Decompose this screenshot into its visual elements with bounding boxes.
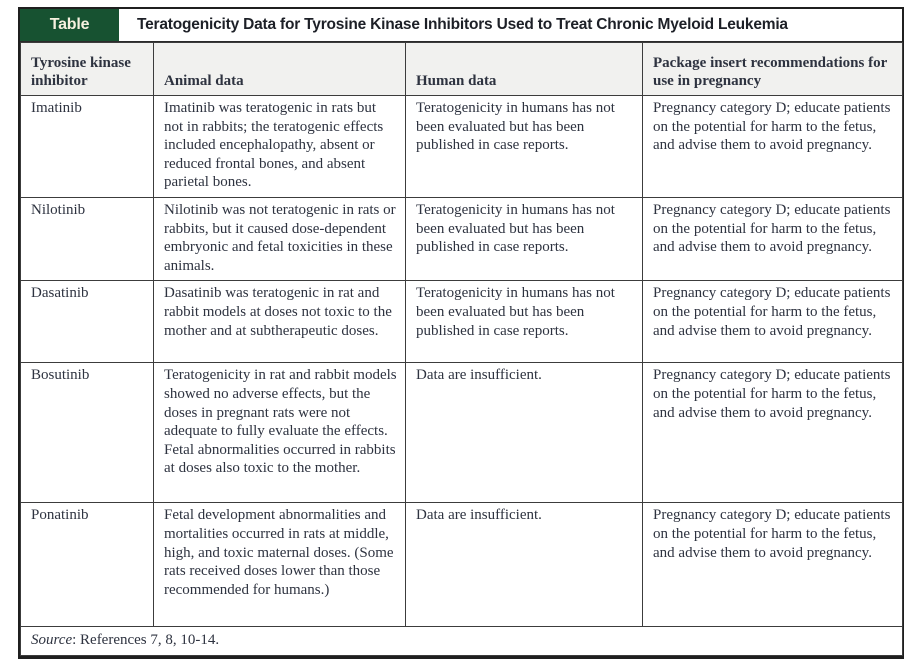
cell-animal-data: Teratogenicity in rat and rabbit models showed no adverse effects, but the doses in pregnant rats were not adequate to fully evaluate the effects. Fetal abnormalities occurred in rabbits at doses also toxic to the mother. — [154, 363, 406, 503]
table-title: Teratogenicity Data for Tyrosine Kinase Inhibitors Used to Treat Chronic Myeloid Leukemia — [137, 16, 788, 33]
cell-animal-data: Imatinib was teratogenic in rats but not in rabbits; the teratogenic effects included encephalopathy, absent or reduced frontal bones, and absent parietal bones. — [154, 96, 406, 198]
table-row-nilotinib — [21, 197, 903, 280]
col-header-animal-data: Animal data — [154, 43, 406, 96]
cell-inhibitor: Nilotinib — [21, 197, 154, 280]
cell-human-data: Teratogenicity in humans has not been evaluated but has been published in case reports. — [406, 281, 643, 363]
cell-animal-data: Fetal development abnormalities and mortalities occurred in rats at middle, high, and toxic maternal doses. (Some rats received doses lower than those recommended for humans.) — [154, 503, 406, 627]
cell-human-data: Data are insufficient. — [406, 503, 643, 627]
table-row-bosutinib — [21, 363, 903, 503]
cell-package-insert: Pregnancy category D; educate patients on the potential for harm to the fetus, and advise them to avoid pregnancy. — [643, 281, 903, 363]
table-row-ponatinib — [21, 503, 903, 627]
teratogenicity-table — [18, 7, 904, 659]
cell-inhibitor: Ponatinib — [21, 503, 154, 627]
cell-inhibitor: Imatinib — [21, 96, 154, 198]
cell-human-data: Teratogenicity in humans has not been evaluated but has been published in case reports. — [406, 197, 643, 280]
table-label-badge: Table — [20, 9, 125, 41]
cell-inhibitor: Bosutinib — [21, 363, 154, 503]
column-header-row — [21, 43, 903, 96]
cell-human-data: Data are insufficient. — [406, 363, 643, 503]
cell-package-insert: Pregnancy category D; educate patients on the potential for harm to the fetus, and advise them to avoid pregnancy. — [643, 197, 903, 280]
cell-package-insert: Pregnancy category D; educate patients on the potential for harm to the fetus, and advise them to avoid pregnancy. — [643, 503, 903, 627]
cell-human-data: Teratogenicity in humans has not been evaluated but has been published in case reports. — [406, 96, 643, 198]
source-note — [21, 627, 903, 656]
col-header-package-insert: Package insert recommendations for use in pregnancy — [643, 43, 903, 96]
col-header-human-data: Human data — [406, 43, 643, 96]
data-table — [20, 42, 903, 656]
source-label: Source — [31, 632, 73, 649]
table-row-imatinib — [21, 96, 903, 198]
col-header-inhibitor: Tyrosine kinase inhibitor — [21, 43, 154, 96]
cell-animal-data: Nilotinib was not teratogenic in rats or rabbits, but it caused dose-dependent embryonic and fetal toxicities in these animals. — [154, 197, 406, 280]
cell-package-insert: Pregnancy category D; educate patients on the potential for harm to the fetus, and advise them to avoid pregnancy. — [643, 96, 903, 198]
source-row — [21, 627, 903, 656]
table-row-dasatinib — [21, 281, 903, 363]
table-title-bar — [20, 9, 902, 42]
source-text: : References 7, 8, 10-14. — [72, 632, 220, 649]
cell-animal-data: Dasatinib was teratogenic in rat and rabbit models at doses not toxic to the mother and at subtherapeutic doses. — [154, 281, 406, 363]
cell-package-insert: Pregnancy category D; educate patients on the potential for harm to the fetus, and advise them to avoid pregnancy. — [643, 363, 903, 503]
cell-inhibitor: Dasatinib — [21, 281, 154, 363]
